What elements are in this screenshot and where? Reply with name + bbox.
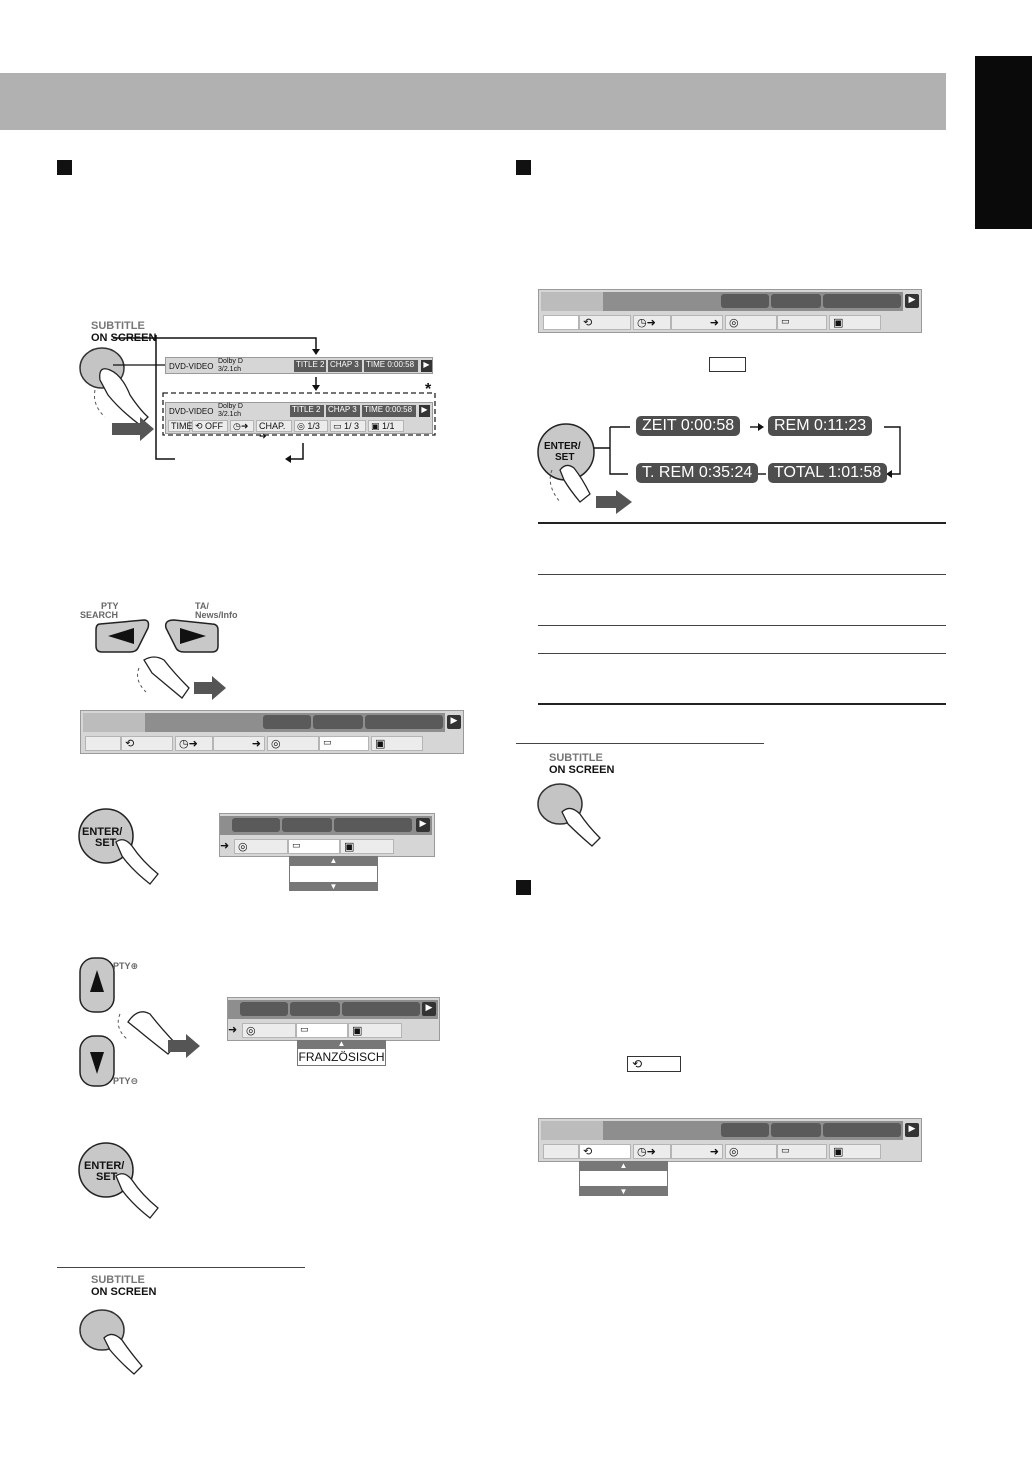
table-rule (538, 625, 946, 626)
table-rule (538, 653, 946, 654)
audio-channels: 3/2.1ch (218, 366, 241, 373)
subtitle-icon: ▭ (319, 736, 369, 751)
chapter-indicator: CHAP 3 (328, 360, 362, 372)
play-triangle-icon: ▶ (447, 715, 461, 729)
repeat-icon: ⟲ (121, 736, 173, 751)
chap-search-label: CHAP. (259, 421, 286, 431)
pty-minus-text: PTY (113, 1076, 131, 1086)
angle-cell: ▣ 1/1 (368, 420, 404, 432)
enter-label: ENTER/ (82, 826, 123, 838)
section-bullet (516, 880, 531, 895)
ta-label: TA/ (195, 601, 209, 611)
repeat-icon: ⟲ (579, 1144, 631, 1159)
clock-icon: ◷➜ (175, 736, 213, 751)
repeat-value: OFF (205, 421, 224, 431)
repeat-dropdown[interactable] (579, 1170, 668, 1187)
dropdown-up-arrow[interactable]: ▲ (289, 856, 378, 865)
arrow-icon: ➜ (671, 315, 723, 330)
arrow-icon: ➜ (213, 736, 265, 751)
subtitle-button-label: SUBTITLE (91, 320, 145, 332)
total-time: TOTAL 1:01:58 (768, 463, 887, 483)
total-remaining: T. REM 0:35:24 (636, 463, 758, 483)
pty-label: PTY (101, 601, 119, 611)
subtitle-icon: ▭ (288, 839, 340, 854)
disc-type: DVD-VIDEO (169, 362, 214, 371)
title-indicator: TITLE 2 (294, 360, 326, 372)
time-mode-cell: TIME (168, 420, 190, 432)
arrow-icon: ➜ (671, 1144, 723, 1159)
hand-press-icon (116, 840, 158, 884)
up-down-buttons (78, 952, 208, 1092)
subtitle-button-label: SUBTITLE (91, 1274, 145, 1286)
left-right-buttons (94, 618, 234, 702)
separator (516, 743, 764, 744)
asterisk-note: * (425, 381, 432, 398)
osd-status-bar (165, 357, 433, 374)
set-label: SET (96, 1171, 118, 1183)
audio-format: Dolby D (218, 358, 243, 365)
table-rule (538, 574, 946, 575)
onscreen-button-label: ON SCREEN (91, 332, 157, 344)
repeat-cell: ⟲ OFF (192, 420, 228, 432)
onscreen-button-diagram (534, 776, 624, 856)
hand-press-icon (144, 657, 189, 698)
subtitle-cell: ▭ 1/ 3 (330, 420, 366, 432)
subtitle-icon: ▭ (296, 1023, 348, 1038)
subtitle-language-value[interactable]: FRANZÖSISCH (298, 1050, 385, 1064)
osd-large-bar (538, 289, 922, 333)
play-triangle-icon: ▶ (416, 818, 430, 832)
osd-large-bar (80, 710, 464, 754)
time-indicator: TIME 0:00:58 (362, 405, 416, 417)
onscreen-button-diagram (76, 1300, 166, 1380)
subtitle-dropdown[interactable] (289, 865, 378, 883)
dropdown-down-arrow[interactable]: ▼ (579, 1187, 668, 1196)
time-remaining: REM 0:11:23 (768, 416, 872, 436)
enter-set-button-diagram (76, 806, 166, 886)
onscreen-cycle-diagram (70, 335, 450, 465)
disc-type: DVD-VIDEO (169, 407, 214, 416)
pty-plus-text: PTY (113, 961, 131, 971)
play-triangle-icon: ▶ (905, 1123, 919, 1137)
angle-icon: ▣ (371, 736, 423, 751)
hand-press-icon (104, 1334, 142, 1374)
hand-press-icon (116, 1174, 158, 1218)
time-elapsed: ZEIT 0:00:58 (636, 416, 740, 436)
enter-label: ENTER/ (84, 1160, 125, 1172)
audio-cell: ◎ 1/3 (294, 420, 328, 432)
repeat-icon: ⟲ (627, 1056, 681, 1072)
chapter-indicator: CHAP 3 (326, 405, 360, 417)
chap-search-cell: CHAP. ➜ (256, 420, 292, 432)
inline-time-box (709, 357, 746, 372)
search-label: SEARCH (80, 610, 119, 620)
hand-press-icon (562, 808, 600, 846)
clock-icon: ◷➜ (633, 315, 671, 330)
arrow-icon: ➜ (220, 840, 230, 852)
repeat-icon: ⟲ (579, 315, 631, 330)
audio-channels: 3/2.1ch (218, 411, 241, 418)
subtitle-icon: ▭ (777, 1144, 827, 1159)
audio-icon: ◎ (267, 736, 319, 751)
dropdown-down-arrow[interactable]: ▼ (289, 883, 378, 891)
audio-icon: ◎ (242, 1023, 296, 1038)
section-bullet (516, 160, 531, 175)
title-indicator: TITLE 2 (290, 405, 324, 417)
subtitle-value: 1/ 3 (344, 421, 360, 431)
audio-icon: ◎ (234, 839, 288, 854)
subtitle-button-label: SUBTITLE (549, 752, 603, 764)
time-indicator: TIME 0:00:58 (364, 360, 418, 372)
clock-icon: ◷➜ (230, 420, 254, 432)
enter-label: ENTER/ (544, 441, 581, 452)
angle-icon: ▣ (348, 1023, 402, 1038)
set-label: SET (555, 452, 575, 463)
osd-large-bar (538, 1118, 922, 1162)
news-info-label: News/Info (195, 610, 238, 620)
language-edge-tab (975, 56, 1032, 229)
pty-minus-label: PTY⊖ (113, 1076, 139, 1086)
angle-icon: ▣ (829, 315, 881, 330)
enter-set-button-diagram (76, 1140, 166, 1220)
onscreen-button-label: ON SCREEN (549, 764, 615, 776)
osd-partial-bar (227, 997, 440, 1041)
section-bullet (57, 160, 72, 175)
dropdown-up-arrow[interactable]: ▲ (297, 1040, 386, 1048)
pty-plus-label: PTY⊕ (113, 961, 139, 971)
header-bar (0, 73, 946, 130)
play-triangle-icon: ▶ (422, 1002, 436, 1016)
audio-format: Dolby D (218, 403, 243, 410)
audio-icon: ◎ (725, 1144, 777, 1159)
separator (57, 1267, 305, 1268)
subtitle-icon: ▭ (777, 315, 827, 330)
angle-value: 1/1 (382, 421, 395, 431)
play-triangle-icon: ▶ (421, 360, 432, 372)
clock-icon: ◷➜ (633, 1144, 671, 1159)
set-label: SET (95, 837, 117, 849)
table-rule (538, 522, 946, 524)
play-triangle-icon: ▶ (419, 405, 430, 417)
osd-partial-bar (219, 813, 435, 857)
audio-value: 1/3 (307, 421, 320, 431)
play-triangle-icon: ▶ (905, 294, 919, 308)
table-rule (538, 703, 946, 705)
onscreen-button-label: ON SCREEN (91, 1286, 157, 1298)
osd-full-bar (165, 402, 433, 441)
dropdown-up-arrow[interactable]: ▲ (579, 1161, 668, 1170)
arrow-icon: ➜ (228, 1024, 238, 1036)
angle-icon: ▣ (829, 1144, 881, 1159)
audio-icon: ◎ (725, 315, 777, 330)
angle-icon: ▣ (340, 839, 394, 854)
